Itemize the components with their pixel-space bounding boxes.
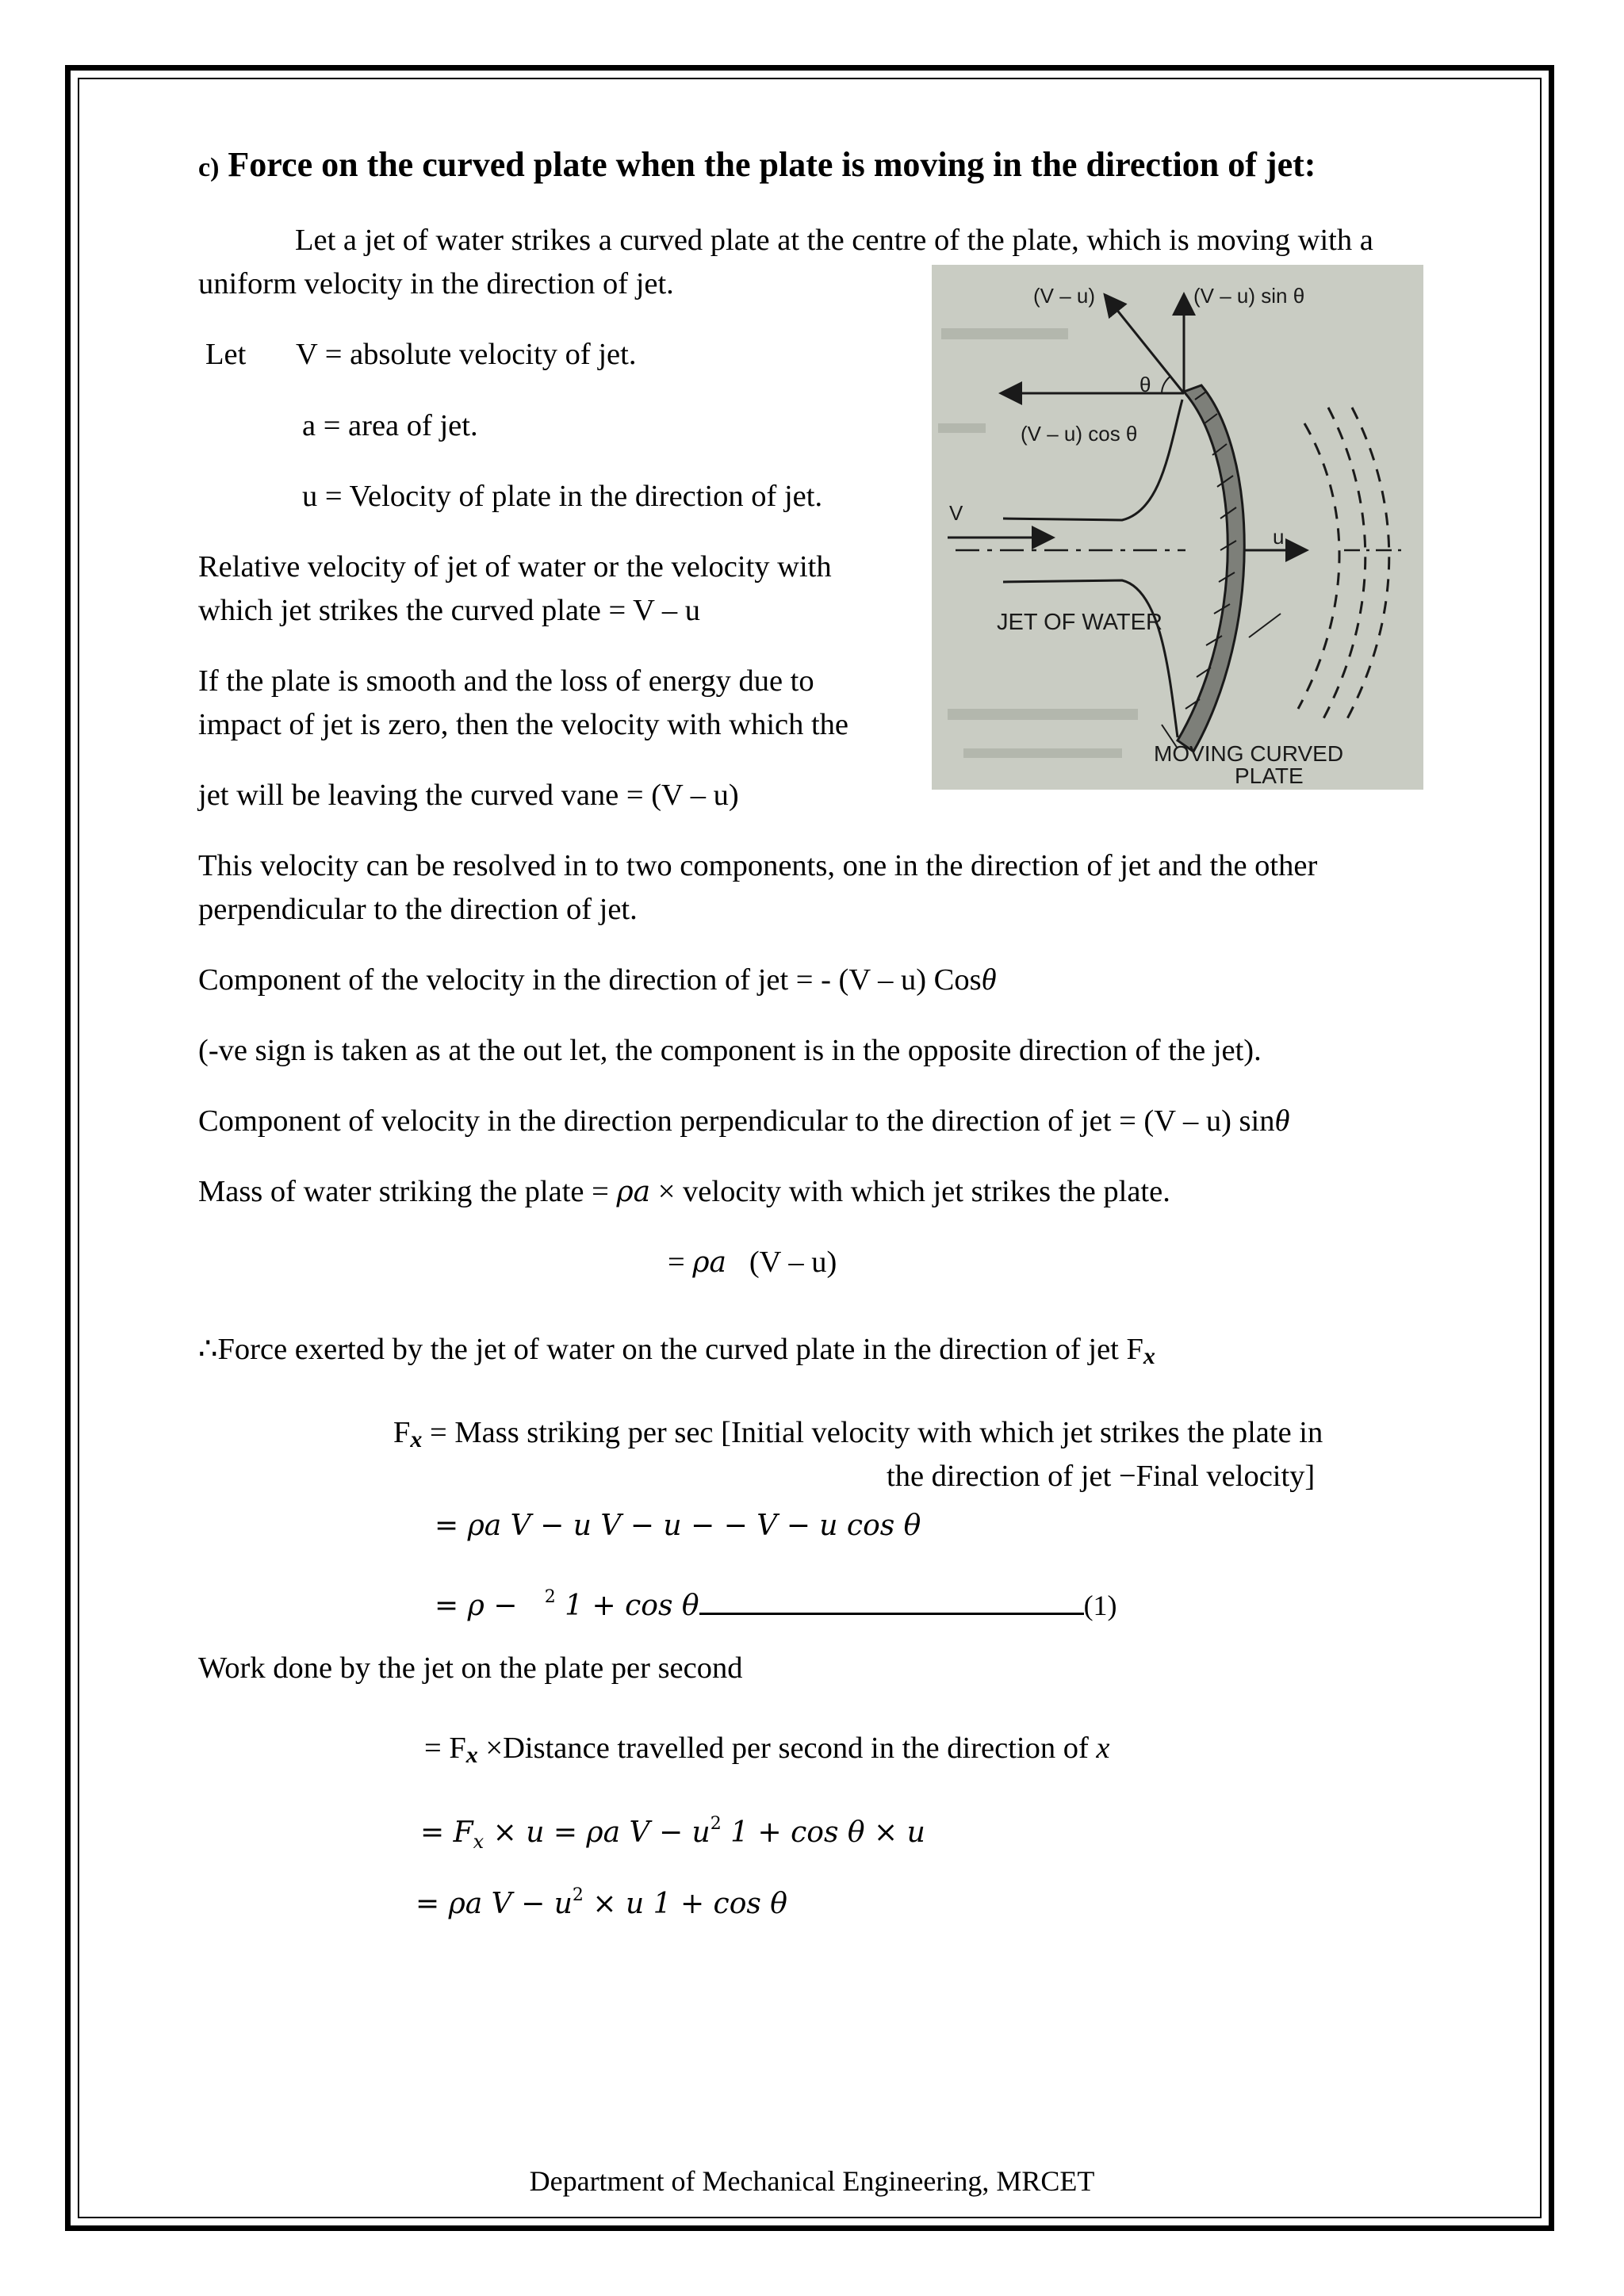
mass-rho-a: ρa bbox=[616, 1176, 651, 1208]
fx-eq2-b: 1 + cos θ bbox=[555, 1590, 699, 1622]
fx-line2: the direction of jet −Final velocity] bbox=[887, 1460, 1316, 1493]
relative-line2: which jet strikes the curved plate = V – u bbox=[198, 594, 700, 627]
component-direction-jet bbox=[198, 959, 997, 1001]
resolve-line1: This velocity can be resolved in to two components, one in the direction of jet and the other bbox=[198, 849, 1318, 882]
para1-line2: uniform velocity in the direction of jet. bbox=[198, 267, 674, 300]
work-eq2-a: = F bbox=[420, 1816, 473, 1849]
label-moving-curved: MOVING CURVED bbox=[1154, 741, 1344, 766]
equation-underline bbox=[699, 1584, 1084, 1615]
mass-equation bbox=[668, 1241, 837, 1284]
fx-f: F bbox=[393, 1416, 411, 1449]
smooth-line3: jet will be leaving the curved vane = (V – u) bbox=[198, 779, 739, 812]
work-line1 bbox=[424, 1727, 1110, 1777]
mass-pre: Mass of water striking the plate = bbox=[198, 1175, 617, 1208]
heading-label: c) bbox=[198, 153, 220, 182]
smooth-line1: If the plate is smooth and the loss of energy due to bbox=[198, 664, 814, 698]
label-v: V bbox=[949, 501, 963, 525]
para1-line1: Let a jet of water strikes a curved plate at the centre of the plate, which is moving with a bbox=[295, 224, 1373, 257]
fx-line1-text: = Mass striking per sec [Initial velocity with which jet strikes the plate in bbox=[422, 1416, 1323, 1449]
fx-equation-2 bbox=[435, 1576, 1117, 1628]
page-footer: Department of Mechanical Engineering, MRCET bbox=[529, 2165, 1095, 2197]
fx-eq2-sup: 2 bbox=[544, 1587, 556, 1607]
work-eq2-b: × u = ρa V − u bbox=[484, 1816, 710, 1849]
work-line1-post: ×Distance travelled per second in the direction of bbox=[477, 1732, 1097, 1765]
mass-eq-rho-a: ρa bbox=[692, 1246, 726, 1279]
work-line1-var: x bbox=[1096, 1732, 1110, 1765]
label-jet-of-water: JET OF WATER bbox=[997, 610, 1162, 635]
force-sub-x: x bbox=[1143, 1343, 1155, 1369]
work-eq2-sub: x bbox=[473, 1831, 485, 1854]
comp1-theta: θ bbox=[981, 963, 997, 997]
mass-statement bbox=[198, 1170, 1170, 1214]
force-pre: ∴Force exerted by the jet of water on the curved plate in the direction of jet F bbox=[198, 1333, 1143, 1366]
def-v: V = absolute velocity of jet. bbox=[296, 338, 637, 371]
work-eq3-a: = ρa V − u bbox=[416, 1888, 573, 1920]
component-perpendicular bbox=[198, 1100, 1289, 1142]
relative-line1: Relative velocity of jet of water or the velocity with bbox=[198, 550, 832, 584]
work-equation-3 bbox=[416, 1874, 787, 1926]
work-title: Work done by the jet on the plate per second bbox=[198, 1651, 743, 1685]
label-plate: PLATE bbox=[1235, 763, 1304, 788]
label-u: u bbox=[1273, 525, 1285, 549]
fx-eq2-a: = ρ − bbox=[435, 1590, 518, 1622]
label-v-minus-u: (V – u) bbox=[1033, 284, 1096, 308]
work-eq3-sup: 2 bbox=[572, 1885, 584, 1905]
force-statement bbox=[198, 1328, 1155, 1378]
comp2-text: Component of velocity in the direction perpendicular to the direction of jet = (V – u) sin bbox=[198, 1104, 1275, 1138]
sign-note: (-ve sign is taken as at the out let, the component is in the opposite direction of the jet). bbox=[198, 1034, 1262, 1067]
fx-equation-1: = ρa V − u V − u − − V − u cos θ bbox=[435, 1510, 921, 1542]
fx-eq2-number: (1) bbox=[1083, 1590, 1117, 1621]
comp2-theta: θ bbox=[1274, 1104, 1290, 1138]
fx-sub-x: x bbox=[410, 1426, 423, 1452]
fx-line1 bbox=[393, 1411, 1323, 1461]
def-u: u = Velocity of plate in the direction of jet. bbox=[302, 480, 823, 513]
mass-eq-pre: = bbox=[668, 1246, 693, 1279]
mass-post: × velocity with which jet strikes the plate. bbox=[650, 1175, 1170, 1208]
heading-title: Force on the curved plate when the plate is moving in the direction of jet: bbox=[228, 145, 1316, 184]
smooth-line2: impact of jet is zero, then the velocity with which the bbox=[198, 708, 849, 741]
jet-curved-plate-figure bbox=[932, 265, 1423, 790]
resolve-line2: perpendicular to the direction of jet. bbox=[198, 893, 638, 926]
work-eq2-c: 1 + cos θ × u bbox=[721, 1816, 925, 1849]
mass-eq-post: (V – u) bbox=[749, 1246, 837, 1279]
comp1-text: Component of the velocity in the direction of jet = - (V – u) Cos bbox=[198, 963, 982, 997]
section-heading bbox=[198, 144, 1316, 185]
work-eq2-sup: 2 bbox=[710, 1814, 722, 1834]
work-line1-pre: = F bbox=[424, 1732, 466, 1765]
work-line1-sub: x bbox=[465, 1742, 478, 1768]
work-eq3-b: × u 1 + cos θ bbox=[583, 1888, 787, 1920]
work-equation-2 bbox=[420, 1803, 925, 1863]
def-a: a = area of jet. bbox=[302, 409, 478, 442]
def-let: Let bbox=[205, 338, 247, 371]
label-v-minus-u-cos: (V – u) cos θ bbox=[1021, 422, 1138, 446]
label-v-minus-u-sin: (V – u) sin θ bbox=[1193, 284, 1305, 308]
label-theta: θ bbox=[1139, 373, 1151, 396]
